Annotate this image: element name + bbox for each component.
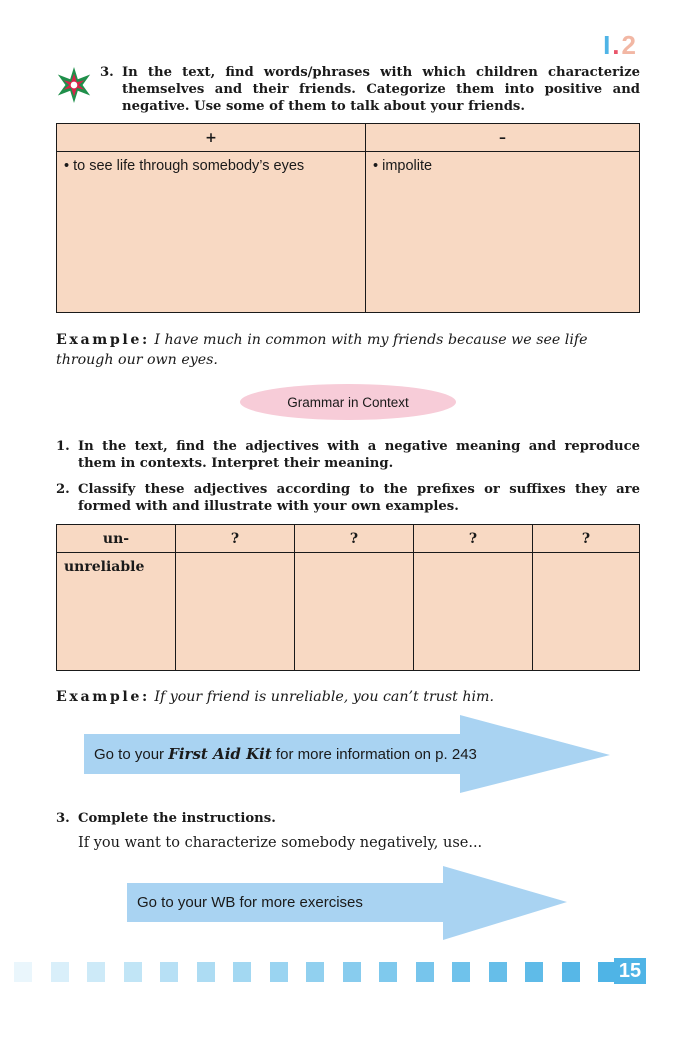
footer-square: [160, 962, 178, 982]
example-1-text: I have much in common with my friends because we see life through our own eyes.: [56, 332, 588, 368]
first-aid-kit-emphasis: First Aid Kit: [168, 745, 272, 763]
first-aid-kit-note: Go to your First Aid Kit for more information on p. 243: [94, 745, 477, 763]
column-header-un: un-: [57, 525, 176, 553]
column-header-4: ?: [414, 525, 533, 553]
column-header-positive: +: [57, 124, 366, 152]
example-2-label: Example:: [56, 689, 150, 705]
unit-label: I.2: [603, 30, 638, 60]
example-2-text: If your friend is unreliable, you can’t trust him.: [154, 689, 494, 705]
example-2: [56, 687, 640, 707]
task-3-number: 3.: [100, 65, 114, 80]
footer-square: [416, 962, 434, 982]
grammar-in-context-label: Grammar in Context: [240, 384, 456, 420]
grammar-task-3-prompt: If you want to characterize somebody negatively, use...: [78, 835, 483, 851]
page-number: 15: [614, 958, 646, 984]
footer-square: [562, 962, 580, 982]
footer-square: [379, 962, 397, 982]
column-header-negative: –: [366, 124, 640, 152]
unreliable-cell: unreliable: [64, 559, 145, 575]
footer-square: [489, 962, 507, 982]
column-header-2: ?: [176, 525, 295, 553]
footer-square: [197, 962, 215, 982]
task-3-text: In the text, find words/phrases with which children characterize themselves and their friends. Categorize them into positive and negative. Use some of them to talk about your friends.: [122, 65, 640, 114]
positive-cell: • to see life through somebody’s eyes: [64, 158, 305, 174]
footer-square: [343, 962, 361, 982]
footer-square: [452, 962, 470, 982]
footer-square: [270, 962, 288, 982]
footer-square: [124, 962, 142, 982]
example-1: [56, 330, 640, 370]
example-1-label: Example:: [56, 332, 150, 348]
adjectives-table: [56, 524, 640, 671]
footer-square: [51, 962, 69, 982]
footer-square: [233, 962, 251, 982]
footer-square: [525, 962, 543, 982]
footer-square: [87, 962, 105, 982]
footer-square: [306, 962, 324, 982]
workbook-note: Go to your WB for more exercises: [137, 894, 363, 911]
grammar-task-2: 2. Classify these adjectives according to the prefixes or suffixes they are formed with and illustrate with your own examples.: [56, 482, 640, 514]
star-icon: [55, 66, 93, 104]
footer-square: [14, 962, 32, 982]
characteristics-table: [56, 123, 640, 313]
column-header-3: ?: [295, 525, 414, 553]
grammar-task-3: 3. Complete the instructions.: [56, 811, 276, 826]
task-3: [100, 64, 640, 115]
negative-cell: • impolite: [373, 158, 433, 174]
column-header-5: ?: [533, 525, 640, 553]
grammar-task-1: 1. In the text, find the adjectives with a negative meaning and reproduce them in contexts. Interpret their meaning.: [56, 439, 640, 471]
